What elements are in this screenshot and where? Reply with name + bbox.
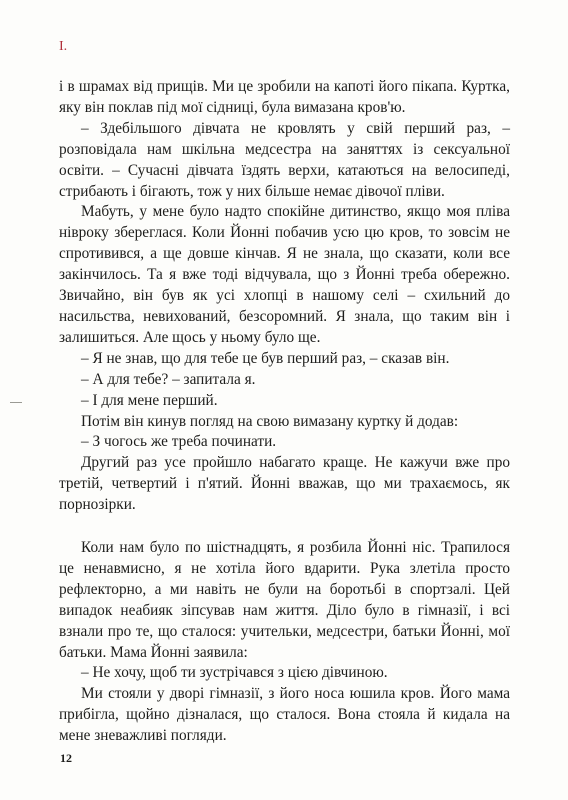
dialogue-line: – З чогось же треба починати.: [81, 433, 277, 451]
dialogue-line: – І для мене перший.: [81, 391, 218, 409]
paragraph: Потім він кинув погляд на свою вимазану куртку й додав:: [81, 412, 459, 430]
section-marker: I.: [59, 39, 68, 54]
paragraph: Мабуть, у мене було надто спокійне дитинство, якщо моя пліва нівроку збереглася. Коли Йонні побачив усю цю кров, то зовсім не спротивився, а ще довше кінчав. Я не знала, що сказати, коли все закінчилось. Та я вже тоді відчувала, що з Йонні треба обережно. Звичайно, він був як усі хлопці в нашому селі – схильний до насильства, невихований, безсоромний. Я знала, що таким він і залишиться. Але щось у ньому було ще.: [59, 203, 510, 346]
page-number: 12: [60, 751, 72, 765]
dialogue-line: – Я не знав, що для тебе це був перший раз, – сказав він.: [81, 349, 450, 367]
paragraph: Ми стояли у дворі гімназії, з його носа юшила кров. Його мама прибігла, щойно дізналася, що сталося. Вона стояла й кидала на мене зневажливі погляди.: [59, 685, 510, 745]
paragraph: – Здебільшого дівчата не кровлять у свій перший раз, – розповідала нам шкільна медсестра на заняттях із сексуальної освіти. – Сучасні дівчата їздять верхи, катаються на велосипеді, стрибають і бігають, тож у них більше немає дівочої пліви.: [59, 119, 510, 200]
dialogue-line: – А для тебе? – запитала я.: [81, 370, 256, 388]
paragraph: Другий раз усе пройшло набагато краще. Не кажучи вже про третій, четвертий і п'ятий. Йонні вважав, що ми трахаємось, як порнозірки.: [59, 454, 510, 514]
margin-dash: [10, 402, 22, 403]
paragraph: Коли нам було по шістнадцять, я розбила Йонні ніс. Трапилося це ненавмисно, я не хотіла його вдарити. Рука злетіла просто рефлекторно, а ми навіть не були на боротьбі в спортзалі. Цей випадок неабияк зіпсував нам життя. Діло було в гімназії, і всі взнали про те, що сталося: учительки, медсестри, батьки Йонні, мої батьки. Мама Йонні заявила:: [59, 539, 510, 661]
body-text: [59, 77, 510, 747]
paragraph: і в шрамах від прищів. Ми це зробили на капоті його пікапа. Куртка, яку він поклав під мої сідниці, була вимазана кров'ю.: [59, 78, 510, 116]
section-break: [59, 516, 510, 538]
dialogue-line: – Не хочу, щоб ти зустрічався з цією дівчиною.: [81, 664, 388, 682]
